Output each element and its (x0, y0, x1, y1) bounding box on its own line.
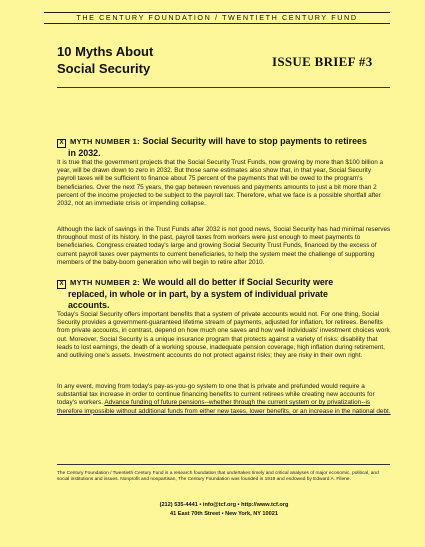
checkbox-icon: X (57, 280, 66, 289)
myth-2-heading-c: accounts. (68, 300, 110, 310)
title-line-1: 10 Myths About (57, 44, 154, 59)
myth-1-heading-a: Social Security will have to stop payments to retirees (142, 136, 367, 146)
myth-2-heading-b: replaced, in whole or in part, by a system of individual private (68, 289, 328, 299)
contact-info: (212) 535-4441 • info@tcf.org • http://www.tcf.org (159, 502, 289, 508)
myth-1-paragraph-1: It is true that the government projects that the Social Security Trust Funds, now growing by more than $100 billion a year, will be drawn down to zero in 2032. But those same estimates also show that, in that year, Social Security payroll taxes will be sufficient to finance about 75 percent of the payments that will be owed to the program's beneficiaries. Over the next 75 years, the gap between revenues and payments amounts to just a bit more than 2 percent of the income projected to be subject to the payroll tax. Therefore, what we face is a possible shortfall after 2032, not an immediate crisis or impending collapse. (57, 159, 384, 208)
foundation-description: The Century Foundation / Twentieth Century Fund is a research foundation that undertakes timely and critical analyses of major economic, political, and social institutions and issues. Nonprofit and nonpartisan, The Century Foundation was founded in 1919 and endowed by Edward A. Filene. (57, 471, 379, 483)
myth-1-heading-b: in 2032. (68, 148, 101, 158)
footer-divider (57, 464, 390, 465)
address: 41 East 70th Street • New York, NY 10021 (170, 511, 278, 517)
myth-2-paragraph-2-text: In any event, moving from today's pay-as-you-go system to one that is private and prefunded would require a substantial tax increase in order to continue financing benefits to current retirees while creating new accounts for today's workers. (57, 383, 375, 407)
myth-2-heading-a: We would all do better if Social Security were (142, 277, 334, 287)
myth-1-heading (57, 136, 393, 159)
title-line-2: Social Security (57, 61, 151, 76)
myth-2-paragraph-1: Today's Social Security offers important benefits that a system of private accounts would not. For one thing, Social Security provides a government-guaranteed lifetime stream of payments, adjusted for inflation, for retirees. Benefits from private accounts, in contrast, depend on how much one saves and how well individuals' investment choices work out. Moreover, Social Security is a unique insurance program that protects against a variety of risks: disability that leads to lost earnings, the death of a working spouse, inadequate pension coverage, high inflation during retirement, and outliving one's assets. Investment accounts do not protect against risks; they are risky in their own right. (57, 311, 390, 360)
page-title (57, 43, 153, 77)
issue-brief-number: ISSUE BRIEF #3 (272, 54, 373, 69)
myth-1-paragraph-2: Although the lack of savings in the Trust Funds after 2032 is not good news, Social Security has had minimal reserves throughout most of its history. In the past, payroll taxes from workers were just enough to meet payments to beneficiaries. Congress created today's large and growing Social Security Trust Funds, financed by the excess of current payroll taxes over payments to current beneficiaries, to help the system meet the challenge of supporting members of the baby-boom generation who will begin to retire after 2010. (57, 226, 391, 266)
myth-2-heading (57, 277, 393, 311)
myth-1-label: MYTH NUMBER 1: (70, 137, 141, 146)
myth-2-paragraph-2-underlined: Advance funding of future pensions--whether through the current system or by privatization--is therefore impossible without additional funds from either new taxes, lower benefits, or an increase in the national debt. (57, 399, 391, 415)
title-divider (57, 87, 390, 88)
foundation-banner: THE CENTURY FOUNDATION / TWENTIETH CENTURY FUND (44, 12, 390, 24)
myth-2-label: MYTH NUMBER 2: (70, 278, 141, 287)
checkbox-icon: X (57, 139, 66, 148)
myth-2-paragraph-2 (57, 383, 391, 416)
